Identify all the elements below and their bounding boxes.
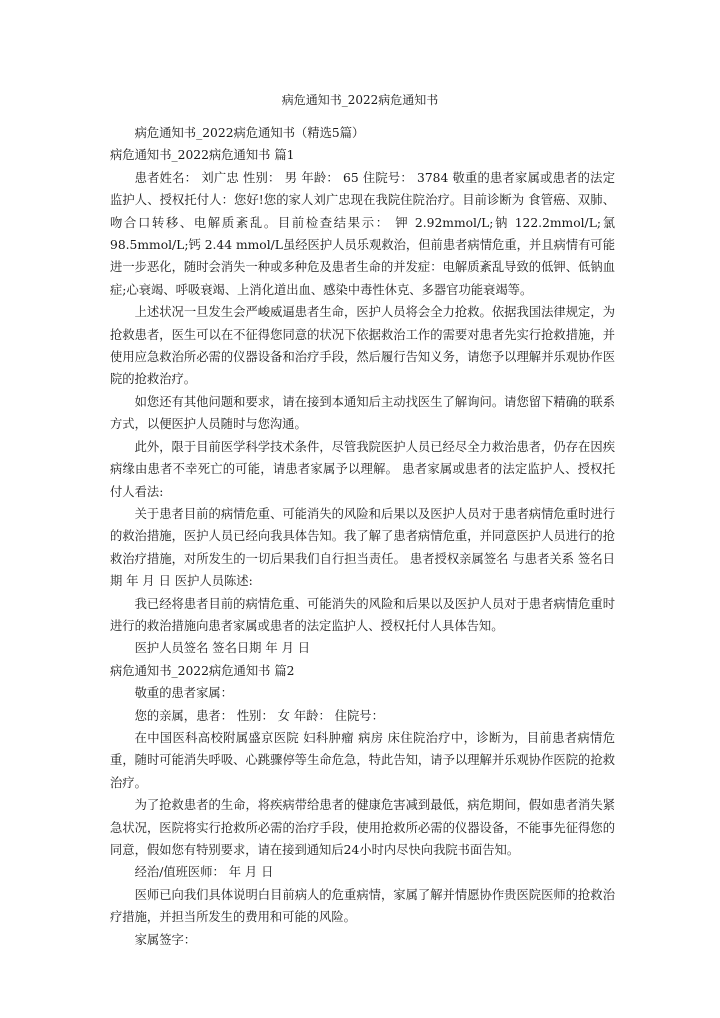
section-1-staff-signature-line: 医护人员签名 签名日期 年 月 日 xyxy=(134,641,311,656)
section-1-paragraph-risk: 此外，限于目前医学科学技术条件，尽管我院医护人员已经尽全力救治患者，仍存在因疾病缘由患者不幸死亡的可能，请患者家属予以理解。 患者家属或患者的法定监护人、授权托付人看法: xyxy=(110,439,615,499)
document-title: 病危通知书_2022病危通知书 xyxy=(281,93,439,107)
section-2-patient-fields: 您的亲属，患者： 性别： 女 年龄： 住院号： xyxy=(134,708,384,723)
section-2-paragraph-diagnosis: 在中国医科高校附属盛京医院 妇科肿瘤 病房 床住院治疗中，诊断为，目前患者病情危重，随时可能消失呼吸、心跳骤停等生命危急，特此告知，请予以理解并乐观协作医院的抢救治疗。 xyxy=(110,730,615,790)
section-1-paragraph-patient-info: 患者姓名： 刘广忠 性别： 男 年龄： 65 住院号： 3784 敬重的患者家属或患者的法定监护人、授权托付人：您好!您的家人刘广忠现在我院住院治疗。目前诊断为 食管癌、双肺、吻合口转移、电解质紊乱。目前检查结果示： 钾 2.92mmol/L;钠 122.2mmol/L;氯 98.5mmol/L;钙 2.44 mmol/L虽经医护人员乐观救治，但前患者病情危重，并且病情有可能进一步恶化，随时会消失一种或多种危及患者生命的并发症：电解质紊乱导致的低钾、低钠血症;心衰竭、呼吸衰竭、上消化道出血、感染中毒性休克、多器官功能衰竭等。 xyxy=(110,170,615,297)
section-2-family-signature-line: 家属签字： xyxy=(134,932,197,947)
section-2-paragraph-emergency: 为了抢救患者的生命，将疾病带给患者的健康危害减到最低，病危期间，假如患者消失紧急状况，医院将实行抢救所必需的治疗手段，使用抢救所必需的仪器设备，不能事先征得您的同意，假如您有特别要求，请在接到通知后24小时内尽快向我院书面告知。 xyxy=(110,798,615,857)
section-1-heading: 病危通知书_2022病危通知书 篇1 xyxy=(110,148,295,163)
table-of-contents-line: 病危通知书_2022病危通知书（精选5篇） xyxy=(134,126,365,140)
document-body xyxy=(110,122,615,951)
section-2-heading: 病危通知书_2022病危通知书 篇2 xyxy=(110,663,295,678)
section-2-doctor-signature-line: 经治/值班医师： 年 月 日 xyxy=(134,865,274,880)
section-2-salutation: 敬重的患者家属： xyxy=(134,686,233,701)
section-1-paragraph-staff-statement: 我已经将患者目前的病情危重、可能消失的风险和后果以及医护人员对于患者病情危重时进行的救治措施向患者家属或患者的法定监护人、授权托付人具体告知。 xyxy=(110,596,615,633)
section-1-paragraph-emergency-measures: 上述状况一旦发生会严峻威逼患者生命，医护人员将会全力抢救。依据我国法律规定，为抢救患者，医生可以在不征得您同意的状况下依据救治工作的需要对患者先实行抢救措施，并使用应急救治所必需的仪器设备和治疗手段，然后履行告知义务，请您予以理解并乐观协作医院的抢救治疗。 xyxy=(110,305,615,387)
section-1-paragraph-family-consent: 关于患者目前的病情危重、可能消失的风险和后果以及医护人员对于患者病情危重时进行的救治措施，医护人员已经向我具体告知。我了解了患者病情危重，并同意医护人员进行的抢救治疗措施，对所发生的一切后果我们自行担当责任。 患者授权亲属签名 与患者关系 签名日期 年 月 日 医护人员陈述: xyxy=(110,506,615,589)
section-1-paragraph-contact: 如您还有其他问题和要求，请在接到本通知后主动找医生了解询问。请您留下精确的联系方式，以便医护人员随时与您沟通。 xyxy=(110,394,615,432)
section-2-paragraph-family-acknowledgement: 医师已向我们具体说明白目前病人的危重病情，家属了解并情愿协作贵医院医师的抢救治疗措施，并担当所发生的费用和可能的风险。 xyxy=(110,887,615,925)
